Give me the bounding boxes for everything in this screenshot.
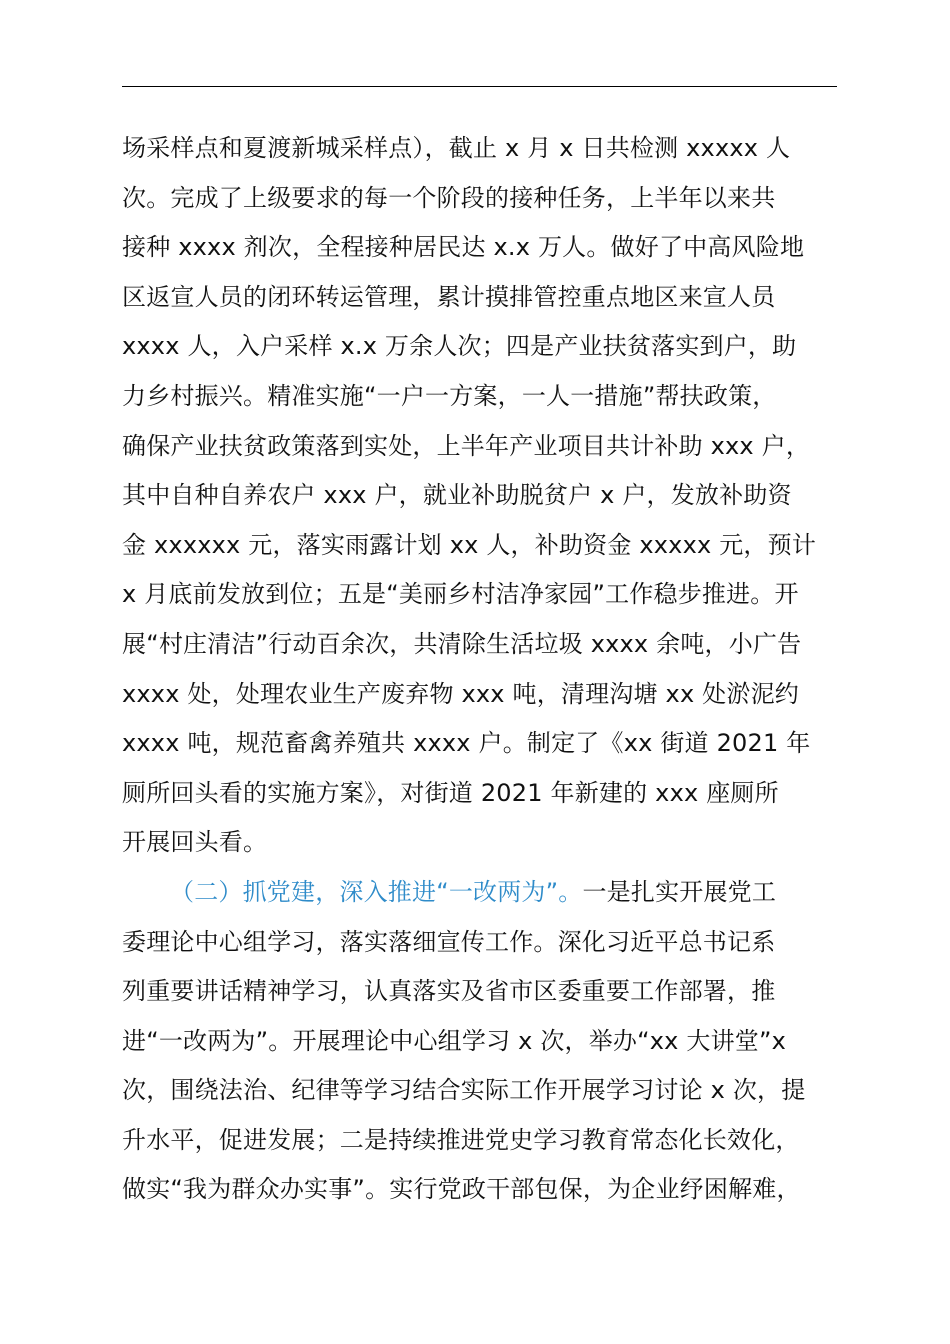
section-2-first-line [122, 868, 862, 918]
text-line: xxxx 吨，规范畜禽养殖共 xxxx 户。制定了《xx 街道 2021 年 [122, 729, 811, 758]
text-line: 区返宣人员的闭环转运管理，累计摸排管控重点地区来宣人员 [122, 282, 776, 311]
text-line: 确保产业扶贫政策落到实处，上半年产业项目共计补助 xxx 户， [122, 431, 811, 460]
text-line: 力乡村振兴。精准实施“一户一方案，一人一措施”帮扶政策， [122, 381, 777, 410]
text-line: 其中自种自养农户 xxx 户，就业补助脱贫户 x 户，发放补助资 [122, 481, 792, 510]
text-line: 场采样点和夏渡新城采样点），截止 x 月 x 日共检测 xxxxx 人 [122, 134, 791, 162]
header-rule [122, 86, 837, 87]
section-2-first-line-text: 一是扎实开展党工 [582, 877, 777, 906]
body-text [122, 124, 862, 1215]
text-line: 金 xxxxxx 元，落实雨露计划 xx 人，补助资金 xxxxx 元，预计 [122, 530, 817, 559]
text-line: 进“一改两为”。开展理论中心组学习 x 次，举办“xx 大讲堂”x [122, 1026, 787, 1055]
text-line: 列重要讲话精神学习，认真落实及省市区委重要工作部署，推 [122, 977, 776, 1006]
text-line: 接种 xxxx 剂次，全程接种居民达 x.x 万人。做好了中高风险地 [122, 233, 805, 262]
text-line: 次，围绕法治、纪律等学习结合实际工作开展学习讨论 x 次，提 [122, 1076, 806, 1105]
text-line: xxxx 处，处理农业生产废弃物 xxx 吨，清理沟塘 xx 处淤泥约 [122, 679, 799, 708]
text-line: 做实“我为群众办实事”。实行党政干部包保，为企业纾困解难， [122, 1175, 801, 1204]
text-line: 委理论中心组学习，落实落细宣传工作。深化习近平总书记系 [122, 927, 776, 956]
text-line: x 月底前发放到位；五是“美丽乡村洁净家园”工作稳步推进。开 [122, 580, 799, 609]
text-line: xxxx 人，入户采样 x.x 万余人次；四是产业扶贫落实到户，助 [122, 332, 797, 361]
text-line: 升水平，促进发展；二是持续推进党史学习教育常态化长效化， [122, 1125, 800, 1154]
text-line: 厕所回头看的实施方案》，对街道 2021 年新建的 xxx 座厕所 [122, 778, 779, 807]
text-line: 开展回头看。 [122, 828, 268, 857]
section-2-heading: （二）抓党建，深入推进“一改两为”。 [170, 877, 583, 906]
text-line: 次。完成了上级要求的每一个阶段的接种任务，上半年以来共 [122, 183, 776, 212]
text-line: 展“村庄清洁”行动百余次，共清除生活垃圾 xxxx 余吨，小广告 [122, 629, 802, 658]
